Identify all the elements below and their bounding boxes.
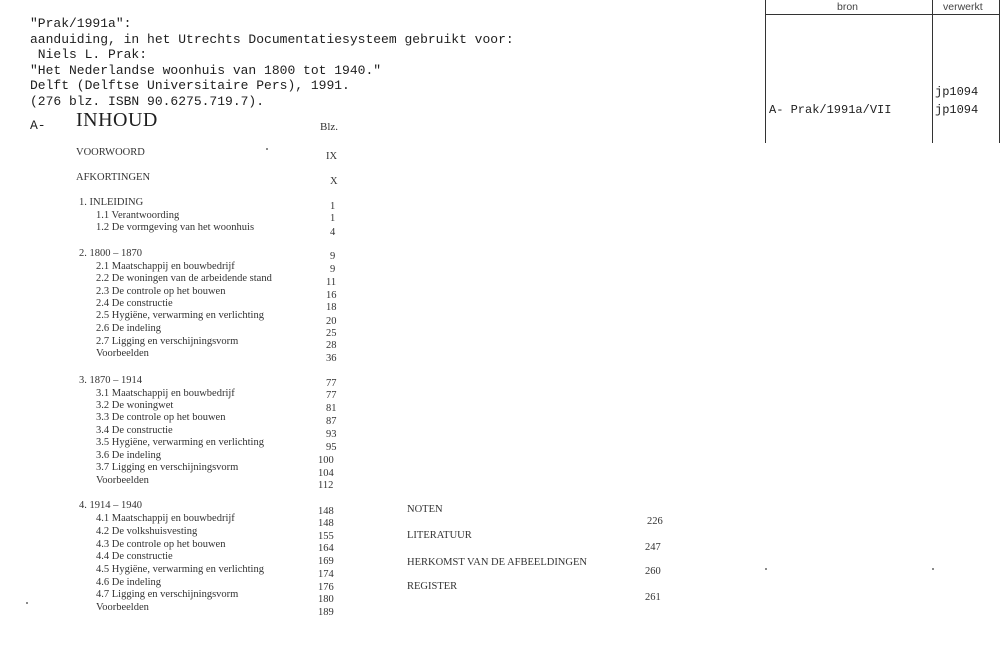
toc-entry-text: 3.2 De woningwet — [96, 400, 174, 411]
toc-entry-page: 104 — [318, 468, 334, 479]
toc-entry-text: NOTEN — [407, 504, 443, 515]
toc-entry-text: Voorbeelden — [96, 602, 149, 613]
toc-entry-page: 100 — [318, 455, 334, 466]
toc-entry-page: 36 — [326, 353, 337, 364]
toc-entry-text: 2.6 De indeling — [96, 323, 162, 334]
column-header-verwerkt: verwerkt — [943, 1, 983, 13]
header-line: "Prak/1991a": — [30, 16, 132, 31]
toc-entry-text: 2.2 De woningen van de arbeidende stand — [96, 273, 272, 284]
toc-entry-page: 260 — [645, 566, 661, 577]
toc-entry-text: 3.4 De constructie — [96, 425, 173, 436]
toc-entry-text: 4.3 De controle op het bouwen — [96, 539, 226, 550]
header-line: Niels L. Prak: — [30, 47, 148, 62]
scan-speck — [932, 568, 934, 570]
toc-entry-text: AFKORTINGEN — [76, 172, 151, 183]
document-header — [30, 16, 514, 109]
table-cell-processed: jp1094 — [935, 103, 979, 117]
toc-entry-page: 176 — [318, 582, 334, 593]
toc-entry-text: 4.2 De volkshuisvesting — [96, 526, 198, 537]
toc-entry-page: 77 — [326, 390, 337, 401]
toc-entry-text: HERKOMST VAN DE AFBEELDINGEN — [407, 557, 587, 568]
toc-entry-text: 2. 1800 – 1870 — [79, 248, 142, 259]
toc-entry-text: 2.3 De controle op het bouwen — [96, 286, 226, 297]
toc-entry-page: 1 — [330, 213, 336, 224]
scan-speck — [266, 148, 268, 150]
register-table — [765, 0, 1000, 143]
toc-entry-text: 2.5 Hygiëne, verwarming en verlichting — [96, 310, 264, 321]
toc-entry-page: X — [330, 176, 338, 187]
toc-entry-page: 174 — [318, 569, 334, 580]
toc-entry-text: 4.1 Maatschappij en bouwbedrijf — [96, 513, 235, 524]
toc-entry-text: Voorbeelden — [96, 348, 149, 359]
header-line: Delft (Delftse Universitaire Pers), 1991. — [30, 78, 350, 93]
toc-entry-page: IX — [326, 151, 338, 162]
toc-entry-text: 2.1 Maatschappij en bouwbedrijf — [96, 261, 235, 272]
toc-entry-text: VOORWOORD — [76, 147, 145, 158]
scan-speck — [765, 568, 767, 570]
toc-entry-text: 3.3 De controle op het bouwen — [96, 412, 226, 423]
toc-entry-text: 1.2 De vormgeving van het woonhuis — [96, 222, 255, 233]
table-header-divider — [765, 14, 1000, 15]
toc-entry-page: 169 — [318, 556, 334, 567]
toc-entry-text: 4.7 Ligging en verschijningsvorm — [96, 589, 239, 600]
toc-entry-text: 2.4 De constructie — [96, 298, 173, 309]
toc-entry-page: 9 — [330, 251, 336, 262]
toc-entry-text: 3.7 Ligging en verschijningsvorm — [96, 462, 239, 473]
toc-entry-text: 4. 1914 – 1940 — [79, 500, 142, 511]
toc-entry-page: 112 — [318, 480, 334, 491]
toc-entry-page: 20 — [326, 316, 337, 327]
toc-entry-page: 1 — [330, 201, 336, 212]
toc-entry-text: REGISTER — [407, 581, 458, 592]
table-column-divider — [932, 0, 933, 143]
toc-page-label: Blz. — [320, 121, 339, 133]
toc-entry-text: 4.5 Hygiëne, verwarming en verlichting — [96, 564, 264, 575]
toc-entry-page: 189 — [318, 607, 334, 618]
toc-entry-page: 95 — [326, 442, 337, 453]
toc-entry-text: 3.6 De indeling — [96, 450, 162, 461]
toc-entry-page: 261 — [645, 592, 661, 603]
scan-speck — [26, 602, 28, 604]
table-border-left — [765, 0, 766, 143]
section-marker: A- — [30, 118, 46, 133]
toc-entry-page: 87 — [326, 416, 337, 427]
toc-entry-text: Voorbeelden — [96, 475, 149, 486]
toc-entry-page: 164 — [318, 543, 334, 554]
toc-entry-text: 1.1 Verantwoording — [96, 210, 180, 221]
toc-entry-text: 3.5 Hygiëne, verwarming en verlichting — [96, 437, 264, 448]
toc-entry-page: 25 — [326, 328, 337, 339]
toc-title: INHOUD — [76, 109, 158, 131]
toc-entry-text: 4.6 De indeling — [96, 577, 162, 588]
toc-entry-page: 77 — [326, 378, 337, 389]
toc-entry-text: 4.4 De constructie — [96, 551, 173, 562]
toc-entry-page: 4 — [330, 227, 336, 238]
toc-entry-page: 93 — [326, 429, 337, 440]
toc-entry-page: 81 — [326, 403, 337, 414]
toc-entry-page: 180 — [318, 594, 334, 605]
toc-entry-page: 226 — [647, 516, 663, 527]
header-line: "Het Nederlandse woonhuis van 1800 tot 1940." — [30, 62, 382, 78]
table-cell-processed: jp1094 — [935, 85, 979, 99]
toc-entry-text: 2.7 Ligging en verschijningsvorm — [96, 336, 239, 347]
column-header-bron: bron — [837, 1, 859, 13]
toc-entry-text: 3. 1870 – 1914 — [79, 375, 142, 386]
toc-entry-page: 18 — [326, 302, 337, 313]
toc-entry-page: 247 — [645, 542, 661, 553]
toc-entry-page: 148 — [318, 506, 334, 517]
toc-entry-page: 9 — [330, 264, 336, 275]
toc-entry-page: 11 — [326, 277, 337, 288]
toc-entry-text: 1. INLEIDING — [79, 197, 144, 208]
header-line: aanduiding, in het Utrechts Documentatiesysteem gebruikt voor: — [30, 31, 514, 47]
toc-entry-page: 155 — [318, 531, 334, 542]
toc-entry-page: 16 — [326, 290, 337, 301]
header-line: (276 blz. ISBN 90.6275.719.7). — [30, 93, 265, 109]
table-cell-source: A- Prak/1991a/VII — [769, 103, 892, 117]
toc-entry-text: LITERATUUR — [407, 530, 472, 541]
toc-entry-page: 28 — [326, 340, 337, 351]
toc-entry-page: 148 — [318, 518, 334, 529]
toc-entry-text: 3.1 Maatschappij en bouwbedrijf — [96, 388, 235, 399]
